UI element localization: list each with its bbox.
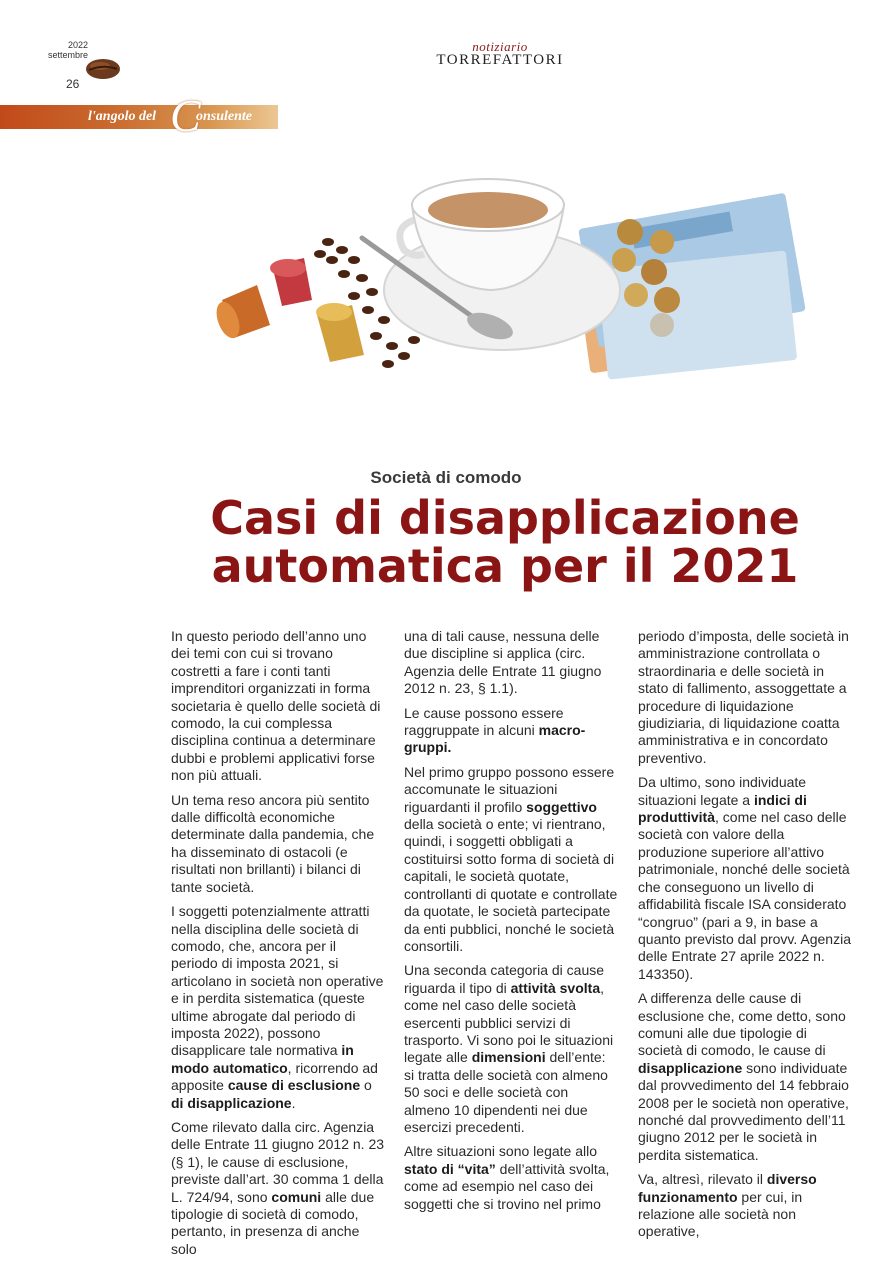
body-text: sono individuate dal provvedimento del 14 febbraio 2008 per le società non operative, nonché dal provvedimento dell’11 giugno 2012 per le società in perdita sistematica. bbox=[638, 1059, 849, 1163]
section-label-prefix: l'angolo del bbox=[88, 109, 157, 124]
body-text: Va, altresì, rilevato il bbox=[638, 1171, 767, 1188]
emphasis-text: attività svolta bbox=[510, 979, 601, 996]
body-text: Come rilevato dalla circ. Agenzia delle Entrate 11 giugno 2012 n. 23 (§ 1), le cause di esclusione, previste dall’art. 30 comma 1 della L. 724/94, sono bbox=[171, 1118, 385, 1205]
body-paragraph bbox=[404, 628, 618, 698]
article-title bbox=[0, 491, 892, 593]
body-paragraph bbox=[404, 1143, 618, 1213]
emphasis-text: diverso funzionamento bbox=[638, 1171, 817, 1205]
body-paragraph bbox=[171, 628, 385, 785]
emphasis-text: macro-gruppi. bbox=[404, 722, 586, 756]
emphasis-text: in modo automatico bbox=[171, 1042, 354, 1076]
body-text: della società o ente; vi rientrano, quindi, i soggetti obbligati a costituirsi sotto forma di società di capitali, le società quotate, controllanti di quotate e controllate da quotate, le società partecipate da enti pubblici, nonché le società consortili. bbox=[404, 816, 618, 954]
body-text: I soggetti potenzialmente attratti nella disciplina delle società di comodo, che, ancora per il periodo di imposta 2021, si articolano in società non operative e in perdita sistematica (queste ultime abrogate dal periodo di imposta 2022), possono disapplicare tale normativa bbox=[171, 903, 384, 1059]
body-text: dell’attività svolta, come ad esempio nel caso dei soggetti che si trovino nel primo bbox=[404, 1160, 610, 1212]
emphasis-text: comuni bbox=[271, 1188, 322, 1205]
body-paragraph bbox=[404, 705, 618, 757]
body-text: dell’ente: si tratta delle società con almeno 50 soci e delle società con almeno 10 dipendenti nei due esercizi precedenti. bbox=[404, 1049, 608, 1135]
body-text: . bbox=[291, 1094, 296, 1111]
body-paragraph bbox=[638, 990, 852, 1164]
emphasis-text: stato di “vita” bbox=[404, 1160, 496, 1177]
body-text: una di tali cause, nessuna delle due discipline si applica (circ. Agenzia delle Entrate 11 giugno 2012 n. 23, § 1.1). bbox=[404, 628, 602, 697]
body-paragraph bbox=[404, 962, 618, 1136]
hero-image bbox=[192, 150, 822, 430]
body-paragraph bbox=[638, 774, 852, 983]
body-text: periodo d’imposta, delle società in amministrazione controllata o straordinaria e delle società in stato di fallimento, assoggettate a procedure di liquidazione giudiziaria, di liquidazione coatta amministrativa e in concordato preventivo. bbox=[638, 628, 849, 766]
body-text: per cui, in relazione alle società non operative, bbox=[638, 1188, 803, 1240]
page-number: 26 bbox=[66, 77, 80, 91]
body-text: , come nel caso delle società con valore della produzione superiore all’attivo patrimoniale, nonché delle società che conseguono un livello di affidabilità fiscale ISA considerato “congruo” (pari a 9, in base a quanto previsto dal provv. Agenzia delle Entrate 27 aprile 2022 n. 143350). bbox=[638, 809, 851, 982]
body-text: , come nel caso delle società esercenti pubblici servizi di trasporto. Vi sono poi le situazioni legate alle bbox=[404, 979, 614, 1066]
emphasis-text: disapplicazione bbox=[638, 1059, 743, 1076]
issue-month: settembre bbox=[47, 50, 88, 60]
article-column-1 bbox=[171, 628, 385, 1265]
emphasis-text: indici di produttività bbox=[638, 791, 807, 826]
body-text: alle due tipologie di società di comodo, pertanto, in presenza di anche solo bbox=[171, 1188, 375, 1257]
masthead bbox=[380, 41, 620, 67]
issue-year: 2022 bbox=[67, 40, 88, 50]
masthead-bottom: TORREFATTORI bbox=[436, 52, 564, 68]
body-text: A differenza delle cause di esclusione che, come detto, sono comuni alle due tipologie di società di comodo, le cause di bbox=[638, 990, 846, 1059]
coffee-bean-icon bbox=[84, 56, 122, 82]
masthead-top: notiziario bbox=[472, 39, 528, 54]
issue-date bbox=[30, 40, 88, 60]
section-label-suffix: onsulente bbox=[196, 109, 253, 124]
body-text: , ricorrendo ad apposite bbox=[171, 1059, 378, 1094]
body-text: Altre situazioni sono legate allo bbox=[404, 1143, 598, 1160]
body-text: Le cause possono essere raggruppate in alcuni bbox=[404, 704, 564, 739]
emphasis-text: di disapplicazione bbox=[171, 1094, 292, 1111]
emphasis-text: cause di esclusione bbox=[227, 1077, 361, 1094]
body-text: In questo periodo dell’anno uno dei temi con cui si trovano costretti a fare i conti tanti imprenditori organizzati in forma societaria è quello delle società di comodo, la cui complessa disciplina continua a determinare dubbi e problemi applicativi forse non più attuali. bbox=[171, 628, 381, 784]
body-paragraph bbox=[404, 764, 618, 955]
body-paragraph bbox=[638, 628, 852, 767]
article-title-line-1: Casi di disapplicazione bbox=[210, 491, 800, 545]
body-paragraph bbox=[171, 1119, 385, 1258]
body-text: Nel primo gruppo possono essere accomunate le situazioni riguardanti il profilo bbox=[404, 763, 615, 815]
body-paragraph bbox=[638, 1171, 852, 1241]
body-text: Da ultimo, sono individuate situazioni legate a bbox=[638, 774, 807, 808]
body-text: o bbox=[360, 1077, 372, 1094]
emphasis-text: soggettivo bbox=[526, 798, 597, 815]
body-text: Un tema reso ancora più sentito dalle difficoltà economiche determinate dalla pandemia, che ha disseminato di ostacoli (e risultati non brillanti) i bilanci di tante società. bbox=[171, 791, 375, 895]
article-title-line-2: automatica per il 2021 bbox=[211, 539, 799, 593]
emphasis-text: dimensioni bbox=[471, 1049, 546, 1066]
body-paragraph bbox=[171, 792, 385, 896]
article-kicker: Società di comodo bbox=[370, 468, 522, 487]
section-label-initial: C bbox=[170, 90, 201, 141]
article-column-2 bbox=[404, 628, 618, 1220]
article-column-3 bbox=[638, 628, 852, 1248]
body-text: Una seconda categoria di cause riguarda il tipo di bbox=[404, 962, 605, 996]
body-paragraph bbox=[171, 903, 385, 1112]
